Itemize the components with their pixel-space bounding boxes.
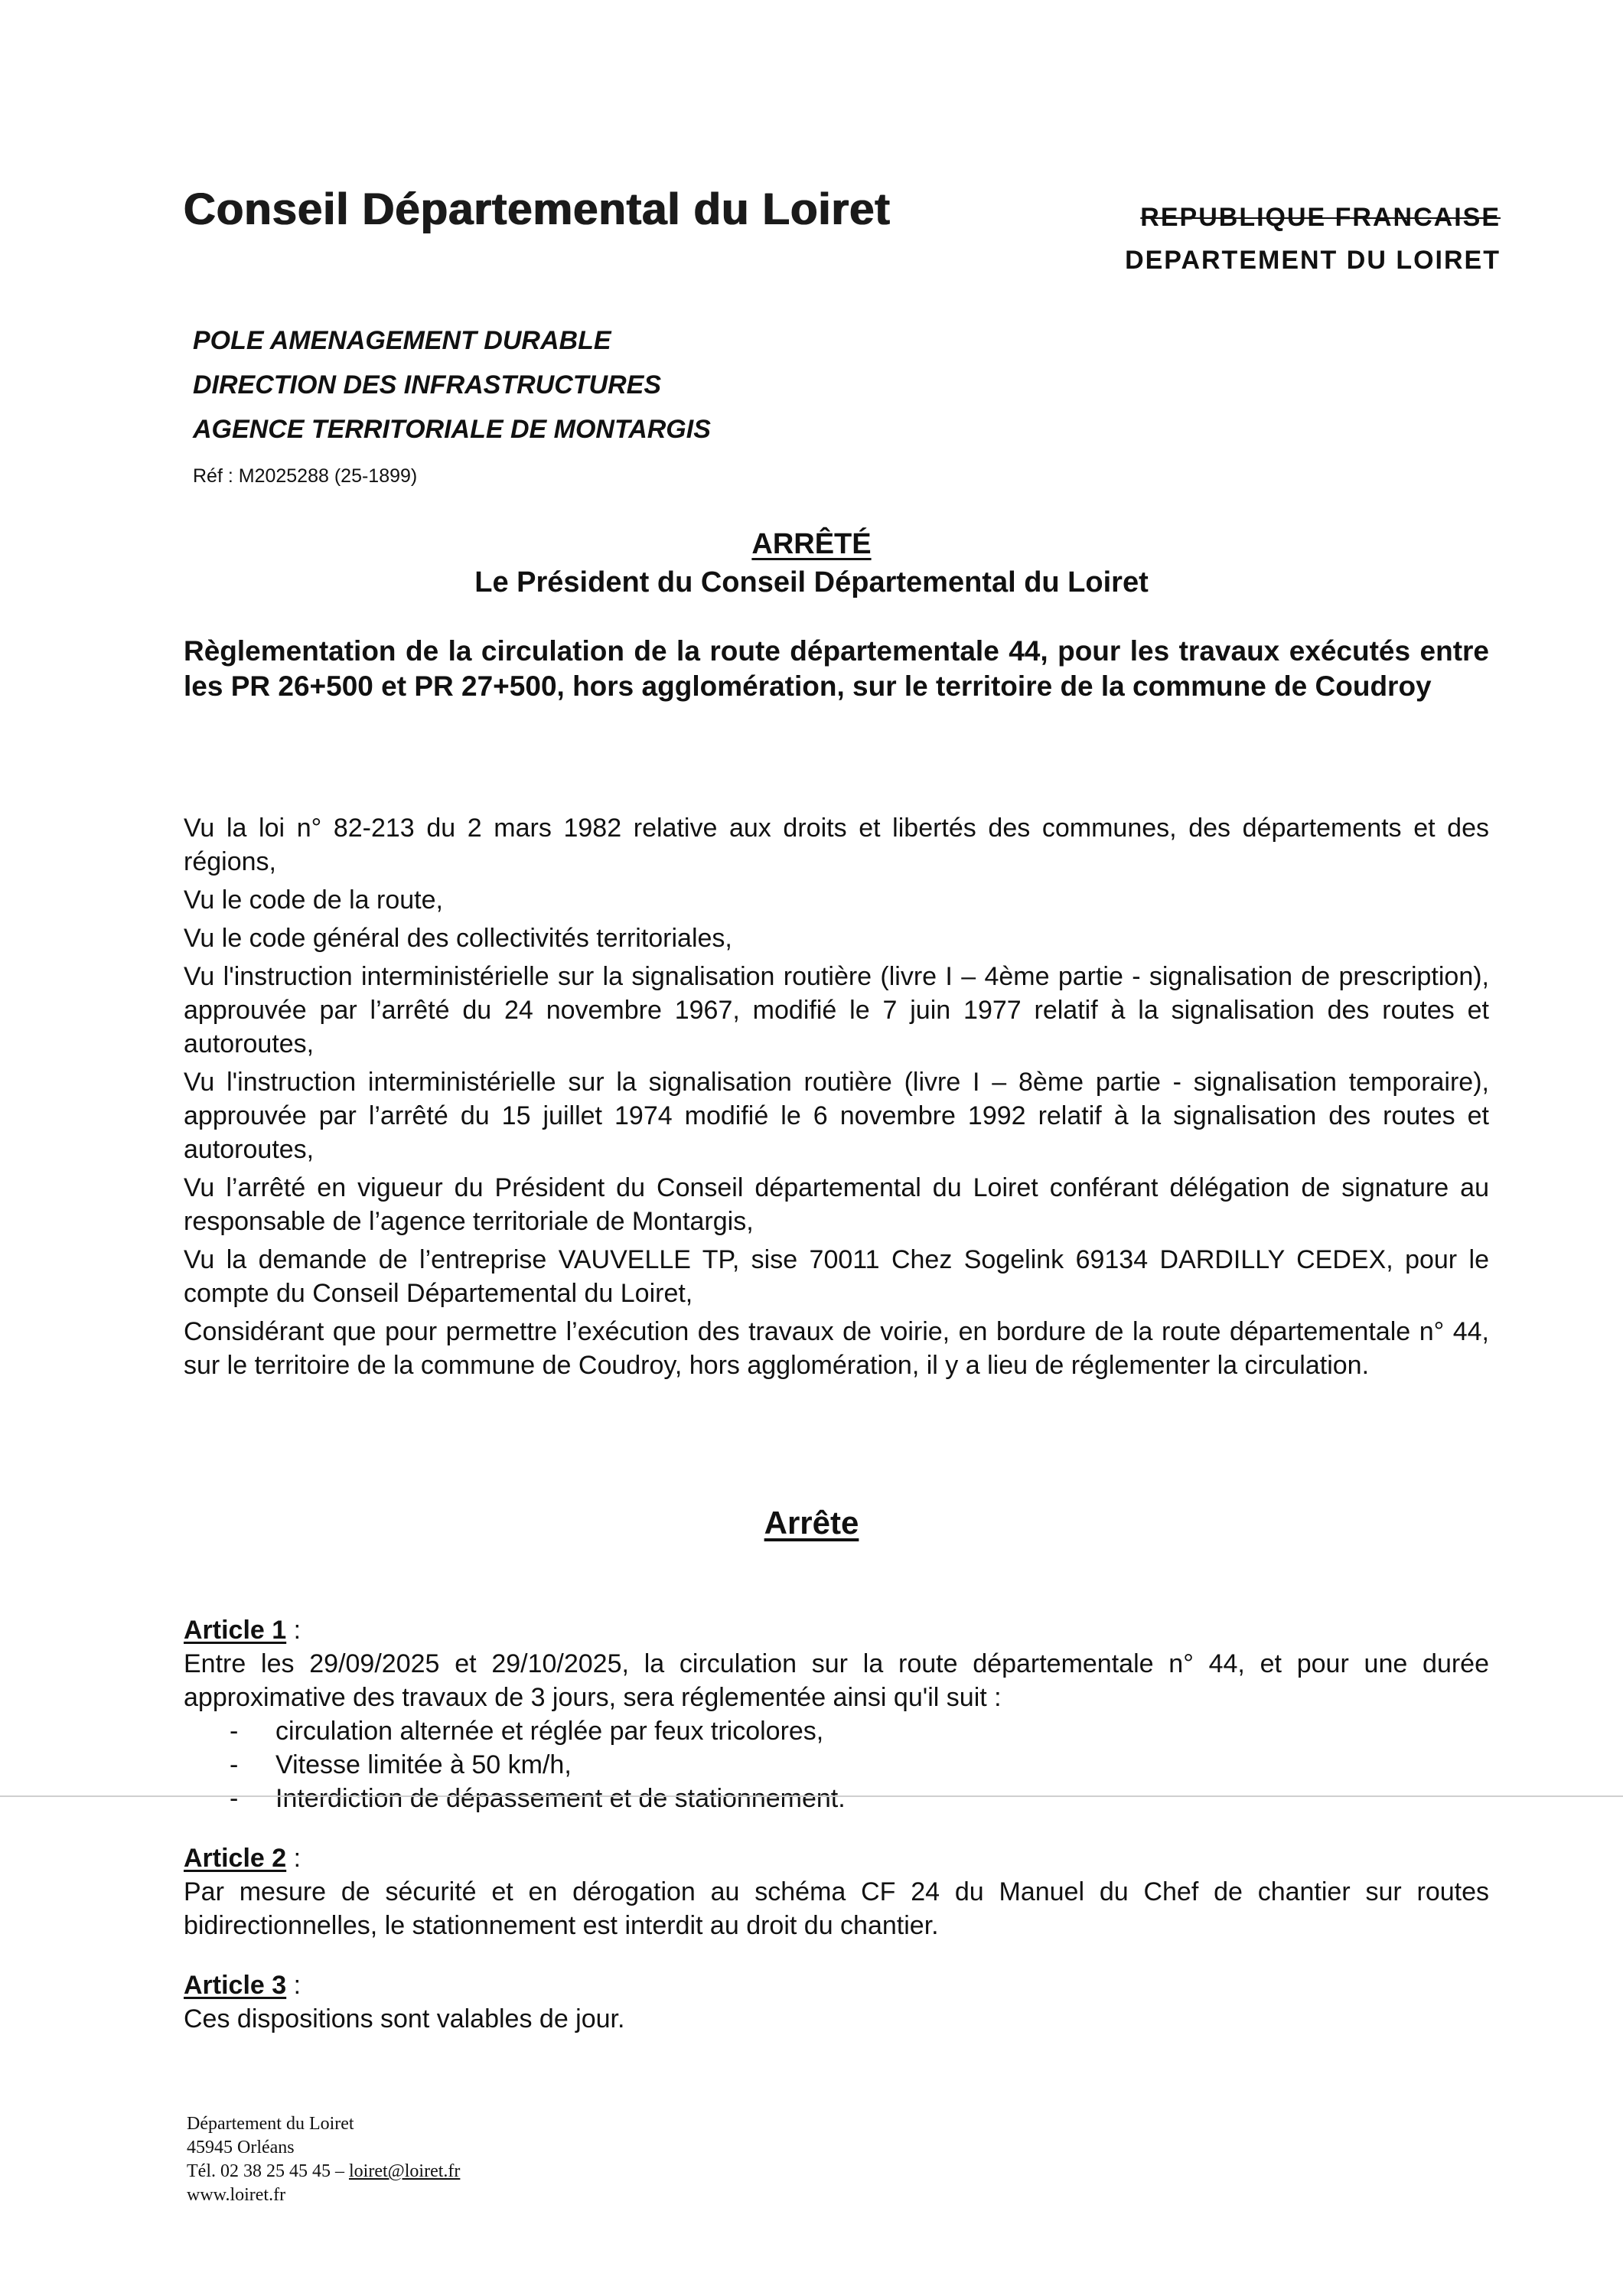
article-3-body: Ces dispositions sont valables de jour. [184,2004,625,2033]
footer-city: 45945 Orléans [187,2138,295,2157]
president-title: Le Président du Conseil Départemental du Loiret [474,566,1149,598]
articles-section [184,1613,1489,2036]
visa-item: Vu la loi n° 82-213 du 2 mars 1982 relative aux droits et libertés des communes, des départements et des régions, [184,814,1489,876]
subject-title: Règlementation de la circulation de la route départementale 44, pour les travaux exécutés entre les PR 26+500 et PR 27+500, hors agglomération, sur le territoire de la commune de Coudroy [184,635,1489,702]
pole-name: POLE AMENAGEMENT DURABLE [193,326,611,355]
scan-artifact-line [0,1795,1623,1797]
footer-contact [187,2160,460,2183]
visa-item: Vu l'instruction interministérielle sur la signalisation routière (livre I – 8ème partie - signalisation temporaire), approuvée par l’arrêté du 15 juillet 1974 modifié le 6 novembre 1992 relatif à la signalisation des routes et autoroutes, [184,1068,1489,1164]
list-item: - Interdiction de dépassement et de stationnement. [230,1782,1489,1815]
department-line: DEPARTEMENT DU LOIRET [1125,246,1501,275]
arrete-title: ARRÊTÉ [751,528,872,560]
footer-phone: Tél. 02 38 25 45 45 – [187,2161,349,2181]
footer-department: Département du Loiret [187,2114,354,2134]
arrete-heading: Arrête [764,1505,859,1541]
list-item: - Vitesse limitée à 50 km/h, [230,1748,1489,1782]
article-1-title: Article 1 [184,1616,287,1645]
article-1-list [184,1714,1489,1815]
visa-item: Considérant que pour permettre l’exécution des travaux de voirie, en bordure de la route départementale n° 44, sur le territoire de la commune de Coudroy, hors agglomération, il y a lieu de réglementer la circulation. [184,1317,1489,1380]
article-3-heading [184,1968,1489,2002]
visas-section [184,811,1489,1387]
agence-name: AGENCE TERRITORIALE DE MONTARGIS [193,415,711,444]
article-2-colon: : [286,1844,301,1873]
reference-number: Réf : M2025288 (25-1899) [193,465,418,487]
article-3-title: Article 3 [184,1971,287,2000]
article-3-colon: : [286,1971,301,2000]
visa-item: Vu le code de la route, [184,885,443,915]
visa-item: Vu la demande de l’entreprise VAUVELLE TP, sise 70011 Chez Sogelink 69134 DARDILLY CEDEX, pour le compte du Conseil Départemental du Loiret, [184,1245,1489,1308]
republic-block [1125,196,1501,282]
service-block [193,318,711,452]
article-2-heading [184,1841,1489,1875]
list-item: - circulation alternée et réglée par feux tricolores, [230,1714,1489,1748]
republic-line: REPUBLIQUE FRANCAISE [1140,203,1501,232]
footer-address [187,2112,460,2207]
article-2-title: Article 2 [184,1844,287,1873]
visa-item: Vu le code général des collectivités territoriales, [184,924,732,953]
direction-name: DIRECTION DES INFRASTRUCTURES [193,370,662,400]
article-2-body: Par mesure de sécurité et en dérogation au schéma CF 24 du Manuel du Chef de chantier sur routes bidirectionnelles, le stationnement est interdit au droit du chantier. [184,1877,1489,1940]
article-1-heading [184,1613,1489,1647]
visa-item: Vu l’arrêté en vigueur du Président du Conseil départemental du Loiret conférant délégation de signature au responsable de l’agence territoriale de Montargis, [184,1173,1489,1236]
footer-email-link[interactable]: loiret@loiret.fr [348,2161,461,2181]
footer-website[interactable]: www.loiret.fr [187,2185,286,2205]
article-1-colon: : [286,1616,301,1645]
article-1-body: Entre les 29/09/2025 et 29/10/2025, la circulation sur la route départementale n° 44, et pour une durée approximative des travaux de 3 jours, sera réglementée ainsi qu'il suit : [184,1649,1489,1712]
visa-item: Vu l'instruction interministérielle sur la signalisation routière (livre I – 4ème partie - signalisation de prescription), approuvée par l’arrêté du 24 novembre 1967, modifié le 7 juin 1977 relatif à la signalisation des routes et autoroutes, [184,962,1489,1058]
organization-title: Conseil Départemental du Loiret [184,184,891,234]
